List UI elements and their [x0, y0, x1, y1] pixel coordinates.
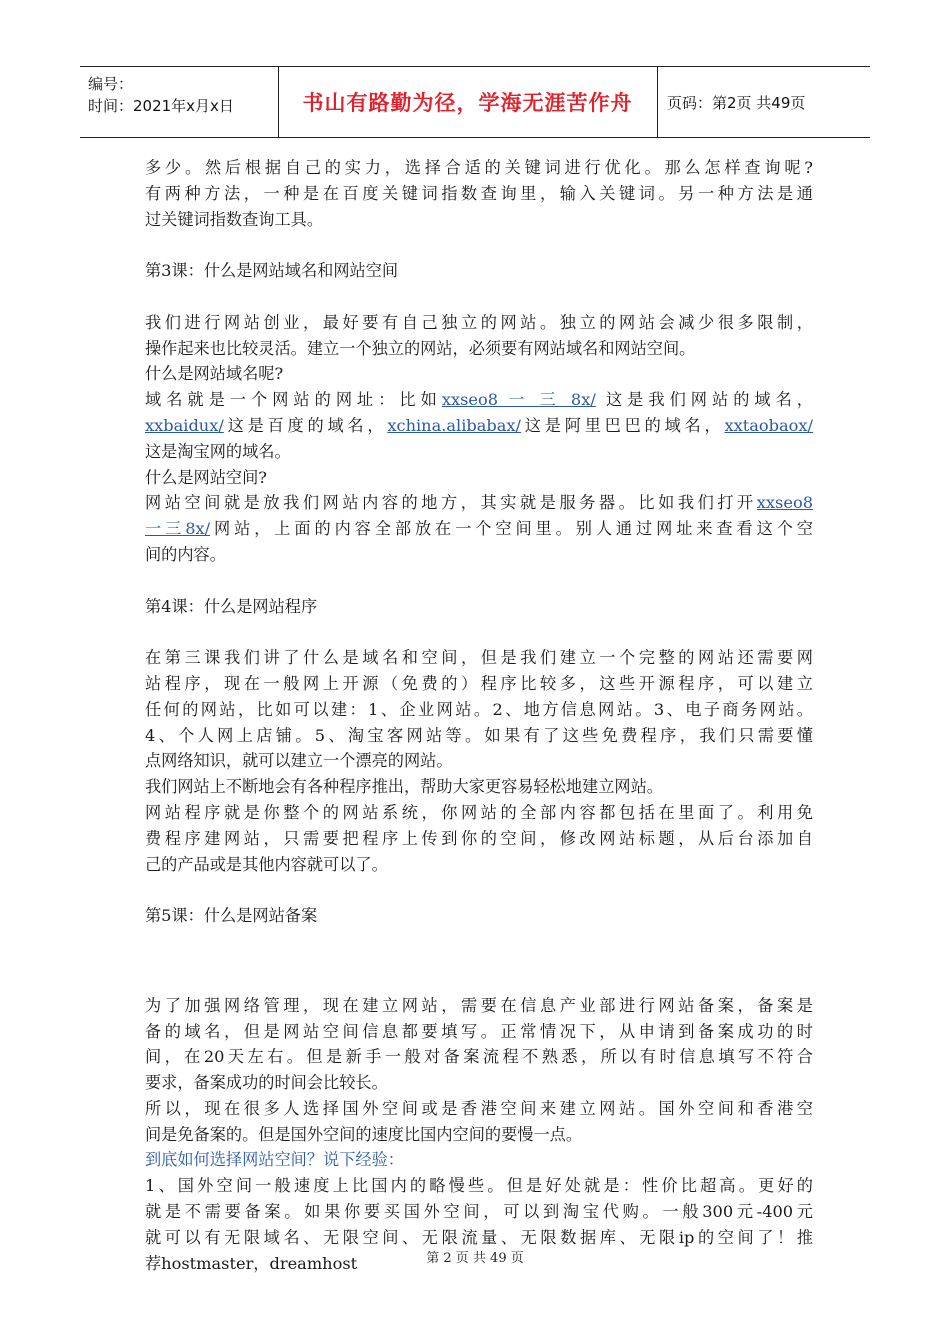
text-line: 我们进行网站创业，最好要有自己独立的网站。独立的网站会减少很多限制，: [145, 312, 813, 332]
text-span: 网站，上面的内容全部放在一个空间里。别人通过网址来查看这个空: [210, 519, 813, 539]
experience-heading: 到底如何选择网站空间？说下经验：: [145, 1150, 404, 1170]
text-line: [145, 516, 813, 542]
text-line: 网站程序就是你整个的网站系统，你网站的全部内容都包括在里面了。利用免: [145, 802, 813, 822]
text-line: 间，在20天左右。但是新手一般对备案流程不熟悉，所以有时信息填写不符合: [145, 1047, 813, 1067]
text-line: 有两种方法，一种是在百度关键词指数查询里，输入关键词。另一种方法是通: [145, 183, 813, 203]
text-line: 己的产品或是其他内容就可以了。: [145, 854, 388, 874]
header-number: 编号：: [88, 75, 134, 93]
text-span: 域名就是一个网站的网址：比如: [145, 390, 442, 410]
text-line: 操作起来也比较灵活。建立一个独立的网站，必须要有网站域名和网站空间。: [145, 338, 696, 358]
text-line: 任何的网站，比如可以建：1、企业网站。2、地方信息网站。3、电子商务网站。: [145, 699, 813, 719]
text-line: 荐hostmaster，dreamhost: [145, 1253, 358, 1273]
text-line: 多少。然后根据自己的实力，选择合适的关键词进行优化。那么怎样查询呢?: [145, 158, 813, 177]
link-alibaba[interactable]: xchina.alibabax/: [387, 415, 522, 435]
link-seo8-b[interactable]: 一三8x/: [145, 519, 211, 539]
header-time: 时间：2021年x月x日: [88, 97, 234, 115]
text-line: 1、国外空间一般速度上比国内的略慢些。但是好处就是：性价比超高。更好的: [145, 1176, 813, 1196]
header-page-info: 页码：第2页 共49页: [667, 93, 806, 112]
link-seo8-a[interactable]: xxseo8: [756, 493, 813, 513]
header-meta: [88, 73, 234, 117]
text-span: 这是我们网站的域名，: [605, 390, 813, 410]
text-line: 这是淘宝网的域名。: [145, 441, 291, 461]
text-line: 就是不需要备案。如果你要买国外空间，可以到淘宝代购。一般300元-400元: [145, 1202, 813, 1222]
link-baidu[interactable]: xxbaidux/: [145, 415, 224, 435]
text-line: 什么是网站空间?: [145, 467, 267, 487]
lesson-3-title: 第3课：什么是网站域名和网站空间: [145, 261, 399, 281]
text-span: 这是百度的域名，: [223, 415, 388, 435]
lesson-4-title: 第4课：什么是网站程序: [145, 596, 318, 616]
text-line: 间的内容。: [145, 544, 226, 564]
text-line: [145, 413, 813, 439]
text-line: 所以，现在很多人选择国外空间或是香港空间来建立网站。国外空间和香港空: [145, 1098, 813, 1118]
text-line: 点网络知识，就可以建立一个漂亮的网站。: [145, 751, 453, 771]
link-seo8[interactable]: xxseo8 一 三 8x/: [441, 390, 596, 410]
text-line: 间是免备案的。但是国外空间的速度比国内空间的要慢一点。: [145, 1124, 583, 1144]
text-line: 在第三课我们讲了什么是域名和空间，但是我们建立一个完整的网站还需要网: [145, 648, 813, 668]
text-span: 网站空间就是放我们网站内容的地方，其实就是服务器。比如我们打开: [145, 493, 757, 513]
text-line: 站程序，现在一般网上开源（免费的）程序比较多，这些开源程序，可以建立: [145, 673, 813, 693]
text-line: 4、个人网上店铺。5、淘宝客网站等。如果有了这些免费程序，我们只需要懂: [145, 725, 813, 745]
link-taobao[interactable]: xxtaobaox/: [724, 415, 814, 435]
page-footer: 第 2 页 共 49 页: [426, 1251, 524, 1266]
header-motto: 书山有路勤为径，学海无涯苦作舟: [302, 91, 633, 115]
text-line: 就可以有无限域名、无限空间、无限流量、无限数据库、无限ip的空间了！推: [145, 1227, 813, 1247]
text-line: 为了加强网络管理，现在建立网站，需要在信息产业部进行网站备案，备案是: [145, 995, 813, 1015]
text-line: 什么是网站域名呢?: [145, 364, 284, 384]
text-line: 过关键词指数查询工具。: [145, 209, 324, 229]
document-body: [145, 155, 813, 1276]
page-header: [80, 66, 870, 138]
text-line: 我们网站上不断地会有各种程序推出，帮助大家更容易轻松地建立网站。: [145, 777, 663, 797]
text-line: 费程序建网站，只需要把程序上传到你的空间，修改网站标题，从后台添加自: [145, 828, 813, 848]
lesson-5-title: 第5课：什么是网站备案: [145, 906, 318, 926]
text-line: 备的域名，但是网站空间信息都要填写。正常情况下，从申请到备案成功的时: [145, 1021, 813, 1041]
text-line: [145, 387, 813, 413]
text-line: 要求，备案成功的时间会比较长。: [145, 1073, 388, 1093]
text-span: 这是阿里巴巴的域名，: [521, 415, 725, 435]
text-line: [145, 490, 813, 516]
